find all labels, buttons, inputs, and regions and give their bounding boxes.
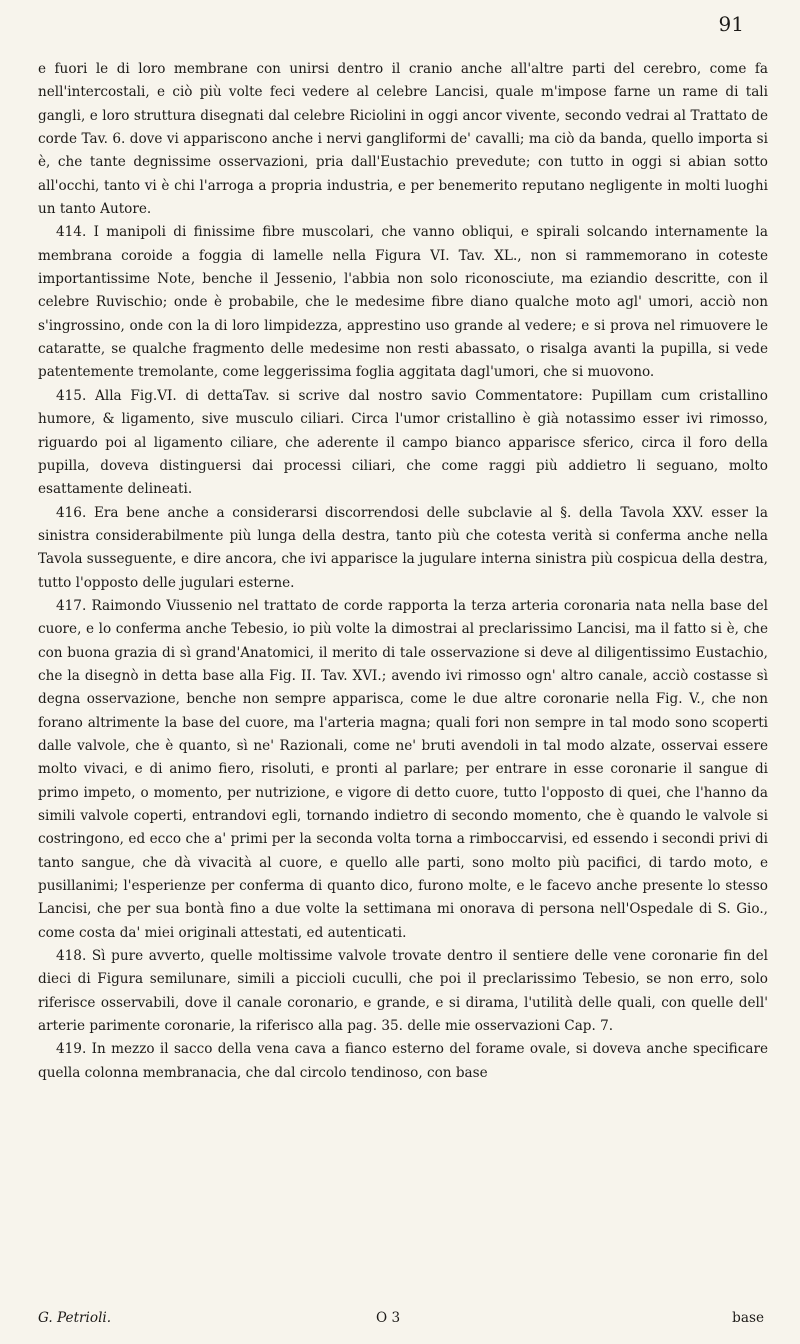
catchword: base [732, 1310, 764, 1326]
page-number: 91 [718, 12, 744, 36]
book-page [38, 12, 768, 1326]
paragraph-continuation: e fuori le di loro membrane con unirsi dentro il cranio anche all'altre parti del cerebro, come fa nell'intercostali, e ciò più volte feci vedere al celebre Lancisi, quale m'impose farne un rame di tali gangli, e loro struttura disegnati dal celebre Riciolini in oggi ancor vivente, secondo vedrai al Trattato de corde Tav. 6. dove vi appariscono anche i nervi gangliformi de' cavalli; ma ciò da banda, quello importa si è, che tante degnissime osservazioni, pria dall'Eustachio prevedute; con tutto in oggi si abian sotto all'occhi, tanto vi è chi l'arroga a propria industria, e per benemerito reputano negligente in molti luoghi un tanto Autore. [38, 61, 768, 218]
gathering-mark: O 3 [376, 1310, 401, 1326]
paragraph-414: 414. I manipoli di finissime fibre muscolari, che vanno obliqui, e spirali solcando internamente la membrana coroide a foggia di lamelle nella Figura VI. Tav. XL., non si rammemorano in coteste importantissime Note, benche il Jessenio, l'abbia non solo riconosciute, ma eziandio descritte, con il celebre Ruvischio; onde è probabile, che le medesime fibre diano qualche moto agl' umori, acciò non s'ingrossino, onde con la di loro limpidezza, apprestino uso grande al vedere; e si prova nel rimuovere le cataratte, se qualche fragmento delle medesime non resti abassato, o risalga avanti la pupilla, si vede patentemente tremolante, come leggerissima foglia aggitata dagl'umori, che si muovono. [38, 224, 768, 381]
paragraph-419: 419. In mezzo il sacco della vena cava a fianco esterno del forame ovale, si doveva anche specificare quella colonna membranacia, che dal circolo tendinoso, con base [38, 1041, 768, 1081]
paragraph-417: 417. Raimondo Viussenio nel trattato de corde rapporta la terza arteria coronaria nata nella base del cuore, e lo conferma anche Tebesio, io più volte la dimostrai al preclarissimo Lancisi, ma il fatto si è, che con buona grazia di sì grand'Anatomici, il merito di tale osservazione si deve al diligentissimo Eustachio, che la disegnò in detta base alla Fig. II. Tav. XVI.; avendo ivi rimosso ogn' altro canale, acciò costasse sì degna osservazione, benche non sempre apparisca, come le due altre coronarie nella Fig. V., che non forano altrimente la base del cuore, ma l'arteria magna; quali fori non sempre in tal modo sono scoperti dalle valvole, che è quanto, sì ne' Razionali, come ne' bruti avendoli in tal modo alzate, osservai essere molto vivaci, e di animo fiero, risoluti, e pronti al parlare; per entrare in esse coronarie il sangue di primo impeto, o momento, per nutrizione, e vigore di detto cuore, tutto l'opposto di quei, che l'hanno da simili valvole coperti, entrandovi egli, tornando indietro di secondo momento, che è quando le valvole si costringono, ed ecco che a' primi per la seconda volta torna a rimboccarvisi, ed essendo i secondi privi di tanto sangue, che dà vivacità al cuore, e quello alle parti, sono molto più pacifici, di tardo moto, e pusillanimi; l'esperienze per conferma di quanto dico, furono molte, e le facevo anche presente lo stesso Lancisi, che per sua bontà fino a due volte la settimana mi onorava di persona nell'Ospedale di S. Gio., come costa da' miei originali attestati, ed autenticati. [38, 597, 768, 941]
printer-signature: G. Petrioli. [38, 1310, 112, 1326]
paragraph-415: 415. Alla Fig.VI. di dettaTav. si scrive dal nostro savio Commentatore: Pupillam cum cristallino humore, & ligamento, sive musculo ciliari. Circa l'umor cristallino è già notassimo esser ivi rimosso, riguardo poi al ligamento ciliare, che aderente il campo bianco apparisce sferico, circa il foro della pupilla, doveva distinguersi dai processi ciliari, che come raggi più addietro li seguano, molto esattamente delineati. [38, 387, 768, 498]
body-text [38, 58, 768, 1085]
paragraph-416: 416. Era bene anche a considerarsi discorrendosi delle subclavie al §. della Tavola XXV. esser la sinistra considerabilmente più lunga della destra, tanto più che cotesta verità si conferma anche nella Tavola susseguente, e dire ancora, che ivi apparisce la jugulare interna sinistra più cospicua della destra, tutto l'opposto delle jugulari esterne. [38, 504, 768, 591]
paragraph-418: 418. Sì pure avverto, quelle moltissime valvole trovate dentro il sentiere delle vene coronarie fin del dieci di Figura semilunare, simili a piccioli cuculli, che poi il preclarissimo Tebesio, se non erro, solo riferisce osservabili, dove il canale coronario, e grande, e si dirama, l'utilità delle quali, con quelle dell' arterie parimente coronarie, la riferisco alla pag. 35. delle mie osservazioni Cap. 7. [38, 948, 768, 1035]
